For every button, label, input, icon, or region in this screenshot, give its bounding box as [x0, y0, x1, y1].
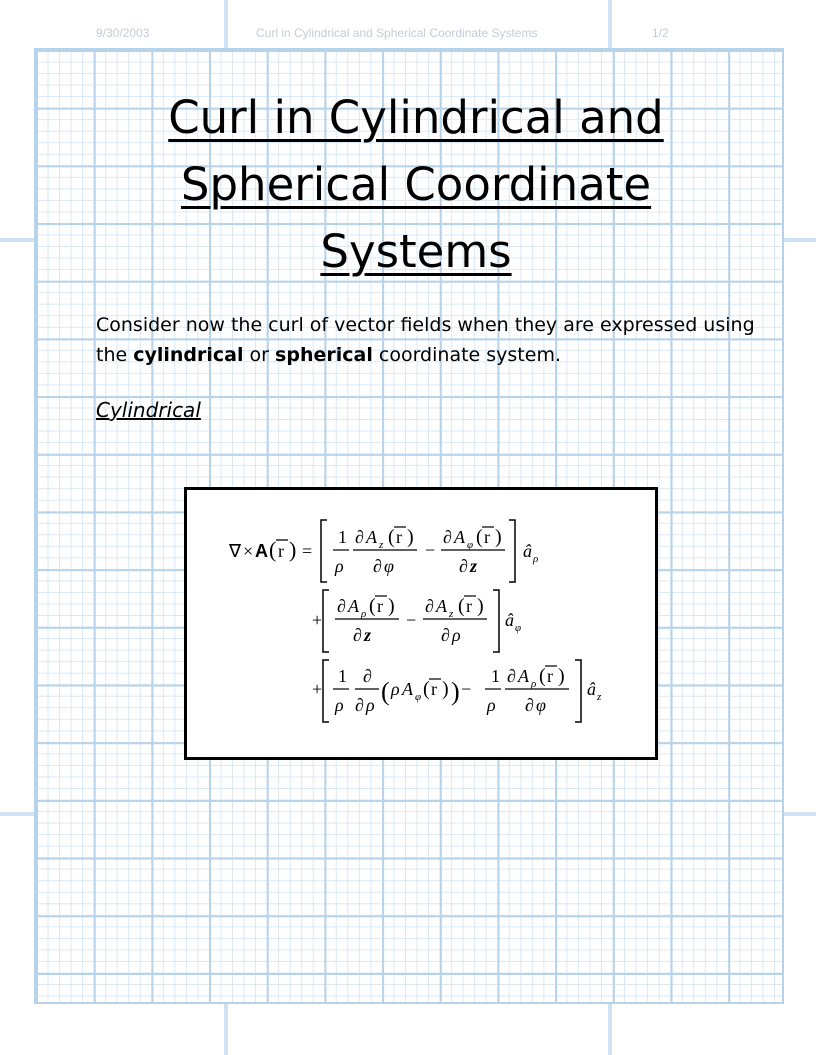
svg-text:(: (	[269, 537, 277, 562]
svg-text:): )	[495, 526, 502, 548]
svg-text:(: (	[369, 595, 376, 617]
svg-text:(: (	[539, 665, 546, 687]
equation-box	[184, 487, 658, 760]
minus-3: −	[461, 679, 472, 699]
intro-paragraph	[96, 310, 756, 370]
header-doc-title: Curl in Cylindrical and Spherical Coordinate Systems	[256, 26, 538, 40]
partial-8: ∂	[441, 625, 450, 645]
z-1: z	[470, 556, 478, 576]
frac-one: 1	[338, 527, 347, 547]
page-header	[0, 26, 816, 44]
sub-z-1: z	[379, 539, 384, 551]
frac-one-3: 1	[338, 666, 347, 686]
partial-5: ∂	[337, 596, 346, 616]
unit-a-phi: â	[505, 610, 514, 630]
svg-text:): )	[407, 526, 414, 548]
partial-7: ∂	[425, 596, 434, 616]
r-1: r	[396, 527, 402, 547]
curl-equation	[187, 490, 655, 757]
title-line-1: Curl in Cylindrical and	[168, 91, 664, 144]
intro-bold-cylindrical: cylindrical	[133, 344, 244, 366]
header-page-number: 1/2	[652, 26, 669, 40]
A-rho-2: A	[348, 596, 359, 616]
minus-1: −	[425, 540, 436, 560]
r-6: r	[547, 666, 553, 686]
plus-2: +	[312, 679, 323, 699]
intro-bold-spherical: spherical	[275, 344, 373, 366]
sub-z-2: z	[449, 608, 454, 620]
rho-2: ρ	[452, 625, 461, 645]
phi-1: φ	[384, 556, 394, 576]
svg-text:(: (	[388, 526, 395, 548]
partial-10: ∂	[355, 695, 364, 715]
partial-3: ∂	[443, 527, 452, 547]
rho-denom: ρ	[335, 556, 344, 576]
r-4: r	[466, 596, 472, 616]
r-3: r	[377, 596, 383, 616]
partial-9: ∂	[363, 666, 372, 686]
phi-3: φ	[536, 695, 546, 715]
title-line-2: Spherical Coordinate	[180, 158, 652, 211]
partial-12: ∂	[525, 695, 534, 715]
plus-1: +	[312, 610, 323, 630]
unit-a-rho: â	[523, 541, 532, 561]
svg-text:(: (	[476, 526, 483, 548]
equals-sign: =	[302, 541, 313, 561]
z-2: z	[364, 625, 372, 645]
rho-4: ρ	[366, 695, 375, 715]
A-phi-1: A	[454, 527, 465, 547]
sub-phi-1: φ	[467, 539, 474, 551]
position-r: r	[278, 541, 284, 561]
rho-6: ρ	[487, 695, 496, 715]
sub-rho-2: ρ	[361, 608, 367, 620]
partial-11: ∂	[507, 666, 516, 686]
partial-2: ∂	[373, 556, 382, 576]
A-z-1: A	[366, 527, 377, 547]
svg-text:): )	[558, 665, 565, 687]
A-z-2: A	[436, 596, 447, 616]
sub-phi-unit: φ	[515, 622, 522, 634]
partial-4: ∂	[459, 556, 468, 576]
svg-text:(: (	[458, 595, 465, 617]
minus-2: −	[406, 610, 417, 630]
partial-1: ∂	[355, 527, 364, 547]
r-2: r	[484, 527, 490, 547]
partial-6: ∂	[353, 625, 362, 645]
intro-text-1: Consider now the curl of vector fields when they are expressed using the	[96, 314, 755, 366]
page-title	[96, 84, 736, 285]
sub-phi-3: φ	[415, 691, 422, 703]
rho-3: ρ	[335, 695, 344, 715]
frac-one-4: 1	[491, 666, 500, 686]
svg-text:): )	[442, 678, 449, 700]
A-rho-3: A	[518, 666, 529, 686]
cross-symbol: ×	[243, 541, 254, 561]
svg-text:(: (	[381, 677, 390, 706]
svg-text:): )	[388, 595, 395, 617]
unit-a-z: â	[587, 679, 596, 699]
header-date: 9/30/2003	[96, 26, 150, 40]
section-heading-cylindrical: Cylindrical	[96, 398, 201, 422]
sub-rho-unit: ρ	[533, 553, 539, 565]
intro-text-2: or	[243, 344, 276, 366]
r-5: r	[431, 679, 437, 699]
intro-text-3: coordinate system.	[372, 344, 561, 366]
sub-z-unit: z	[597, 691, 602, 703]
svg-text:): )	[477, 595, 484, 617]
svg-text:(: (	[423, 678, 430, 700]
A-phi-3: A	[402, 679, 413, 699]
rho-5: ρ	[391, 679, 400, 699]
svg-text:): )	[289, 537, 297, 562]
vector-A: A	[255, 541, 268, 561]
nabla-symbol: ∇	[229, 541, 242, 561]
sub-rho-3: ρ	[531, 678, 537, 690]
title-line-3: Systems	[320, 225, 512, 278]
svg-text:): )	[451, 677, 460, 706]
